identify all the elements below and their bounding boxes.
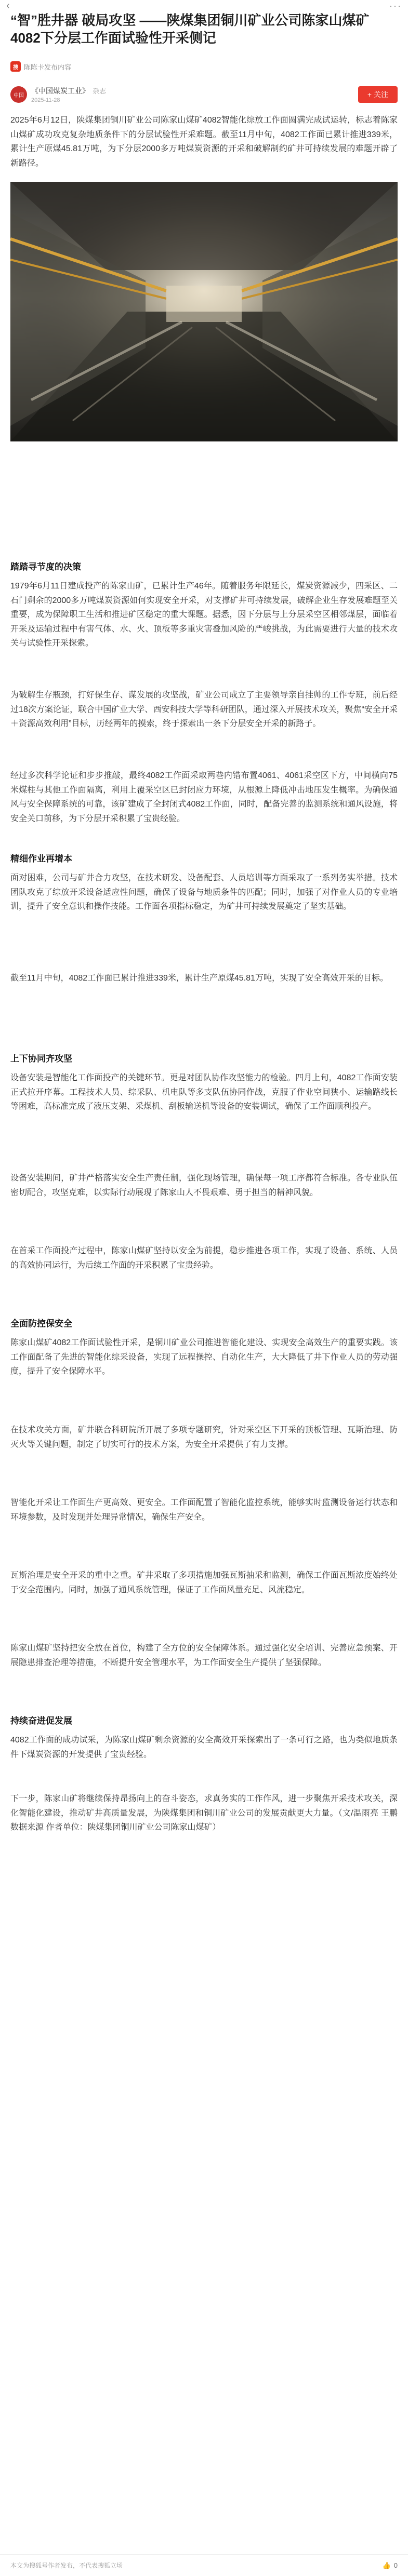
source-row bbox=[10, 61, 71, 72]
author-meta bbox=[31, 86, 106, 103]
follow-button[interactable]: + 关注 bbox=[358, 86, 398, 103]
mine-photo bbox=[10, 182, 398, 441]
paragraph: 陈家山煤矿坚持把安全放在首位，构建了全方位的安全保障体系。通过强化安全培训、完善应急预案、开展隐患排查治理等措施，不断提升安全管理水平，为工作面安全生产提供了坚强保障。 bbox=[10, 1644, 398, 1667]
author-avatar[interactable]: 中国 bbox=[10, 86, 27, 103]
bottom-bar bbox=[0, 2554, 408, 2576]
publish-time: 2025-11-28 bbox=[31, 97, 60, 103]
paragraph: 陈家山煤矿4082工作面试验性开采，是铜川矿业公司推进智能化建设、实现安全高效生产的重要实践。该工作面配备了先进的智能化综采设备，实现了远程操控、自动化生产，大大降低了井下作业人员的劳动强度，提升了安全保障水平。 bbox=[10, 1338, 398, 1376]
thumbs-up-icon: 👍 bbox=[382, 2561, 391, 2569]
paragraph: 智能化开采让工作面生产更高效、更安全。工作面配置了智能化监控系统，能够实时监测设备运行状态和环境参数，及时发现并处理异常情况，确保生产安全。 bbox=[10, 1498, 398, 1522]
section-heading: 全面防控保安全 bbox=[10, 1319, 72, 1329]
like-count: 0 bbox=[393, 2561, 398, 2569]
paragraph: 截至11月中旬，4082工作面已累计推进339米，累计生产原煤45.81万吨，实现了安全高效开采的目标。 bbox=[10, 974, 388, 983]
article-title: “智”胜井器 破局攻坚 ——陕煤集团铜川矿业公司陈家山煤矿4082下分层工作面试验性开采侧记 bbox=[10, 12, 370, 46]
disclaimer-text: 本文为搜狐号作者发布，不代表搜狐立场 bbox=[10, 2562, 123, 2569]
section-heading: 上下协同齐攻坚 bbox=[10, 1054, 72, 1064]
author-name-text: 《中国煤炭工业》 bbox=[31, 87, 89, 95]
section-heading: 精细作业再增本 bbox=[10, 854, 72, 864]
paragraph: 为破解生存瓶颈，打好保生存、谋发展的攻坚战，矿业公司成立了主要领导亲自挂帅的工作专班，前后经过18次方案论证，联合中国矿业大学、西安科技大学等科研团队，通过深入开展技术攻关，聚焦“安全开采＋资源高效利用”目标，历经两年的摸索，终于探索出一条下分层安全开采的新路子。 bbox=[10, 691, 398, 728]
paragraph: 在首采工作面投产过程中，陈家山煤矿坚持以安全为前提，稳步推进各项工作，实现了设备、系统、人员的高效协同运行，为后续工作面的开采积累了宝贵经验。 bbox=[10, 1246, 398, 1270]
paragraph: 设备安装期间，矿井严格落实安全生产责任制，强化现场管理，确保每一项工序都符合标准。各专业队伍密切配合，攻坚克难，以实际行动展现了陈家山人不畏艰难、勇于担当的精神风貌。 bbox=[10, 1174, 398, 1197]
section-heading: 踏踏寻节度的决策 bbox=[10, 562, 81, 572]
share-dots-icon[interactable]: ··· bbox=[389, 0, 402, 11]
mine-tunnel-illustration bbox=[10, 182, 398, 441]
paragraph: 1979年6月11日建成投产的陈家山矿，已累计生产46年。随着服务年限延长，煤炭资源减少，四采区、二石门剩余的2000多万吨煤炭资源如何实现安全开采，对支撑矿井可持续发展，破解企业生存发展难题至关重要，成为保障职工生活和推进矿区稳定的重大课题。据悉，因下分层与上分层采空区相邻煤层，面临着开采及运输过程中有害气体、水、火、顶板等多重灾害叠加风险的严峻挑战，为此需要进行大量的技术攻关与试验性开采探索。 bbox=[10, 582, 398, 648]
section-heading: 持续奋进促发展 bbox=[10, 1716, 72, 1726]
author-name[interactable] bbox=[31, 86, 106, 96]
paragraph: 设备安装是智能化工作面投产的关键环节。更是对团队协作攻坚能力的检验。四月上旬，4082工作面安装正式拉开序幕。工程技术人员、综采队、机电队等多支队伍协同作战，克服了作业空间狭小、运输路线长等困难，高标准完成了液压支架、采煤机、刮板输送机等设备的安装调试，确保了工作面顺利投产。 bbox=[10, 1074, 398, 1111]
top-bar bbox=[0, 0, 408, 11]
paragraph: 瓦斯治理是安全开采的重中之重。矿井采取了多项措施加强瓦斯抽采和监测，确保工作面瓦斯浓度始终处于安全范围内。同时，加强了通风系统管理，保证了工作面风量充足、风流稳定。 bbox=[10, 1571, 398, 1594]
paragraph: 在技术攻关方面，矿井联合科研院所开展了多项专题研究，针对采空区下开采的顶板管理、瓦斯治理、防灭火等关键问题，制定了切实可行的技术方案，为安全开采提供了有力支撑。 bbox=[10, 1426, 398, 1449]
paragraph: 4082工作面的成功试采，为陈家山煤矿剩余资源的安全高效开采探索出了一条可行之路，也为类似地质条件下煤炭资源的开发提供了宝贵经验。 bbox=[10, 1736, 398, 1759]
paragraph: 经过多次科学论证和步步推敲，最终4082工作面采取两巷内错布置4061、4061采空区下方，中间横向75米煤柱与其他工作面隔离，利用上覆采空区已封闭应力环境，从根源上降低冲击地压发生概率。为确保通风与安全保障系统的可靠，该矿建成了全封闭式4082工作面，同时，配备完善的监测系统和通风设施，将安全关口前移，为下分层开采积累了宝贵经验。 bbox=[10, 771, 398, 823]
paragraph: 2025年6月12日，陕煤集团铜川矿业公司陈家山煤矿4082智能化综放工作面圆满完成试运转，标志着陈家山煤矿成功攻克复杂地质条件下的分层试验性开采难题。截至11月中旬，4082工作面已累计推进339米，累计生产原煤45.81万吨，为下分层2000多万吨煤炭资源的开采和破解制约矿井可持续发展的难题开辟了新路径。 bbox=[10, 116, 398, 168]
author-sub: 杂志 bbox=[93, 87, 107, 95]
paragraph: 下一步，陈家山矿将继续保持昂扬向上的奋斗姿态，求真务实的工作作风，进一步聚焦开采技术攻关，深化智能化建设，推动矿井高质量发展，为陕煤集团和铜川矿业公司的发展贡献更大力量。（文/温雨亮 王鹏 数据来源 作者单位：陕煤集团铜川矿业公司陈家山煤矿） bbox=[10, 1794, 398, 1832]
like-button[interactable] bbox=[383, 2561, 398, 2570]
back-arrow-icon[interactable]: ‹ bbox=[6, 0, 10, 11]
source-logo-icon: 搜 bbox=[10, 61, 21, 72]
source-label[interactable]: 陈陈卡发布内容 bbox=[24, 63, 72, 71]
paragraph: 面对困难，公司与矿井合力攻坚，在技术研发、设备配套、人员培训等方面采取了一系列务实举措。技术团队攻克了综放开采设备适应性问题，确保了设备与地质条件的匹配；同时，加强了对作业人员的专业培训，提升了安全意识和操作技能。工作面各项指标稳定，为矿井可持续发展奠定了坚实基础。 bbox=[10, 874, 398, 911]
author-row bbox=[10, 84, 398, 105]
